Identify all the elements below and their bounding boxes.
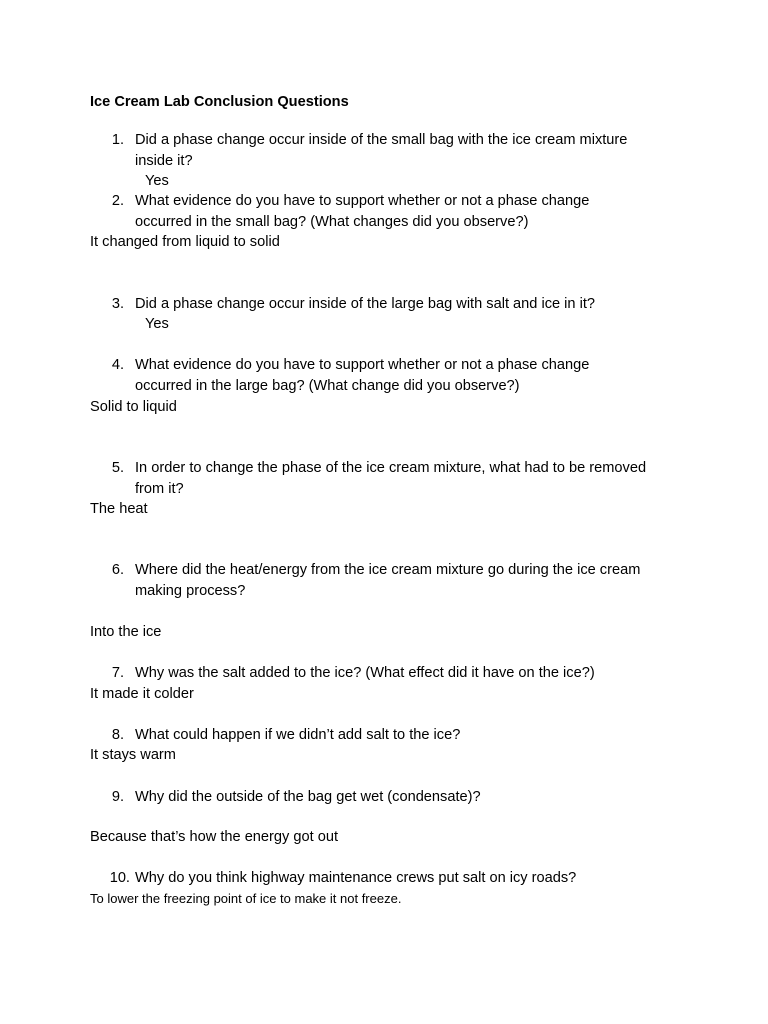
- answer-text: It changed from liquid to solid: [90, 234, 280, 250]
- question-text: from it?: [135, 481, 184, 497]
- question-number: 10.: [109, 870, 130, 886]
- document-title: Ice Cream Lab Conclusion Questions: [90, 94, 349, 110]
- question-number: 6.: [111, 562, 124, 578]
- question-number: 7.: [111, 665, 124, 681]
- answer-text: Yes: [145, 316, 169, 332]
- question-text: occurred in the small bag? (What changes did you observe?): [135, 214, 529, 230]
- question-text: What evidence do you have to support whether or not a phase change: [135, 357, 590, 373]
- answer-text: It made it colder: [90, 686, 194, 702]
- answer-text: Because that’s how the energy got out: [90, 829, 338, 845]
- question-text: Did a phase change occur inside of the large bag with salt and ice in it?: [135, 296, 595, 312]
- question-number: 1.: [111, 132, 124, 148]
- question-text: inside it?: [135, 153, 193, 169]
- question-text: What evidence do you have to support whether or not a phase change: [135, 193, 590, 209]
- answer-text: Solid to liquid: [90, 399, 177, 415]
- question-number: 2.: [111, 193, 124, 209]
- question-number: 4.: [111, 357, 124, 373]
- question-text: making process?: [135, 583, 246, 599]
- question-text: Why did the outside of the bag get wet (condensate)?: [135, 789, 481, 805]
- question-text: What could happen if we didn’t add salt to the ice?: [135, 727, 461, 743]
- question-number: 8.: [111, 727, 124, 743]
- question-text: Why was the salt added to the ice? (What effect did it have on the ice?): [135, 665, 595, 681]
- answer-text: Into the ice: [90, 624, 162, 640]
- question-text: In order to change the phase of the ice cream mixture, what had to be removed: [135, 460, 647, 476]
- question-number: 9.: [111, 789, 124, 805]
- answer-text: The heat: [90, 501, 148, 517]
- question-text: Did a phase change occur inside of the small bag with the ice cream mixture: [135, 132, 628, 148]
- answer-text: Yes: [145, 173, 169, 189]
- question-text: occurred in the large bag? (What change did you observe?): [135, 378, 520, 394]
- question-text: Why do you think highway maintenance crews put salt on icy roads?: [135, 870, 577, 886]
- answer-text: To lower the freezing point of ice to make it not freeze.: [90, 891, 402, 906]
- question-number: 5.: [111, 460, 124, 476]
- question-text: Where did the heat/energy from the ice cream mixture go during the ice cream: [135, 562, 641, 578]
- answer-text: It stays warm: [90, 747, 176, 763]
- question-number: 3.: [111, 296, 124, 312]
